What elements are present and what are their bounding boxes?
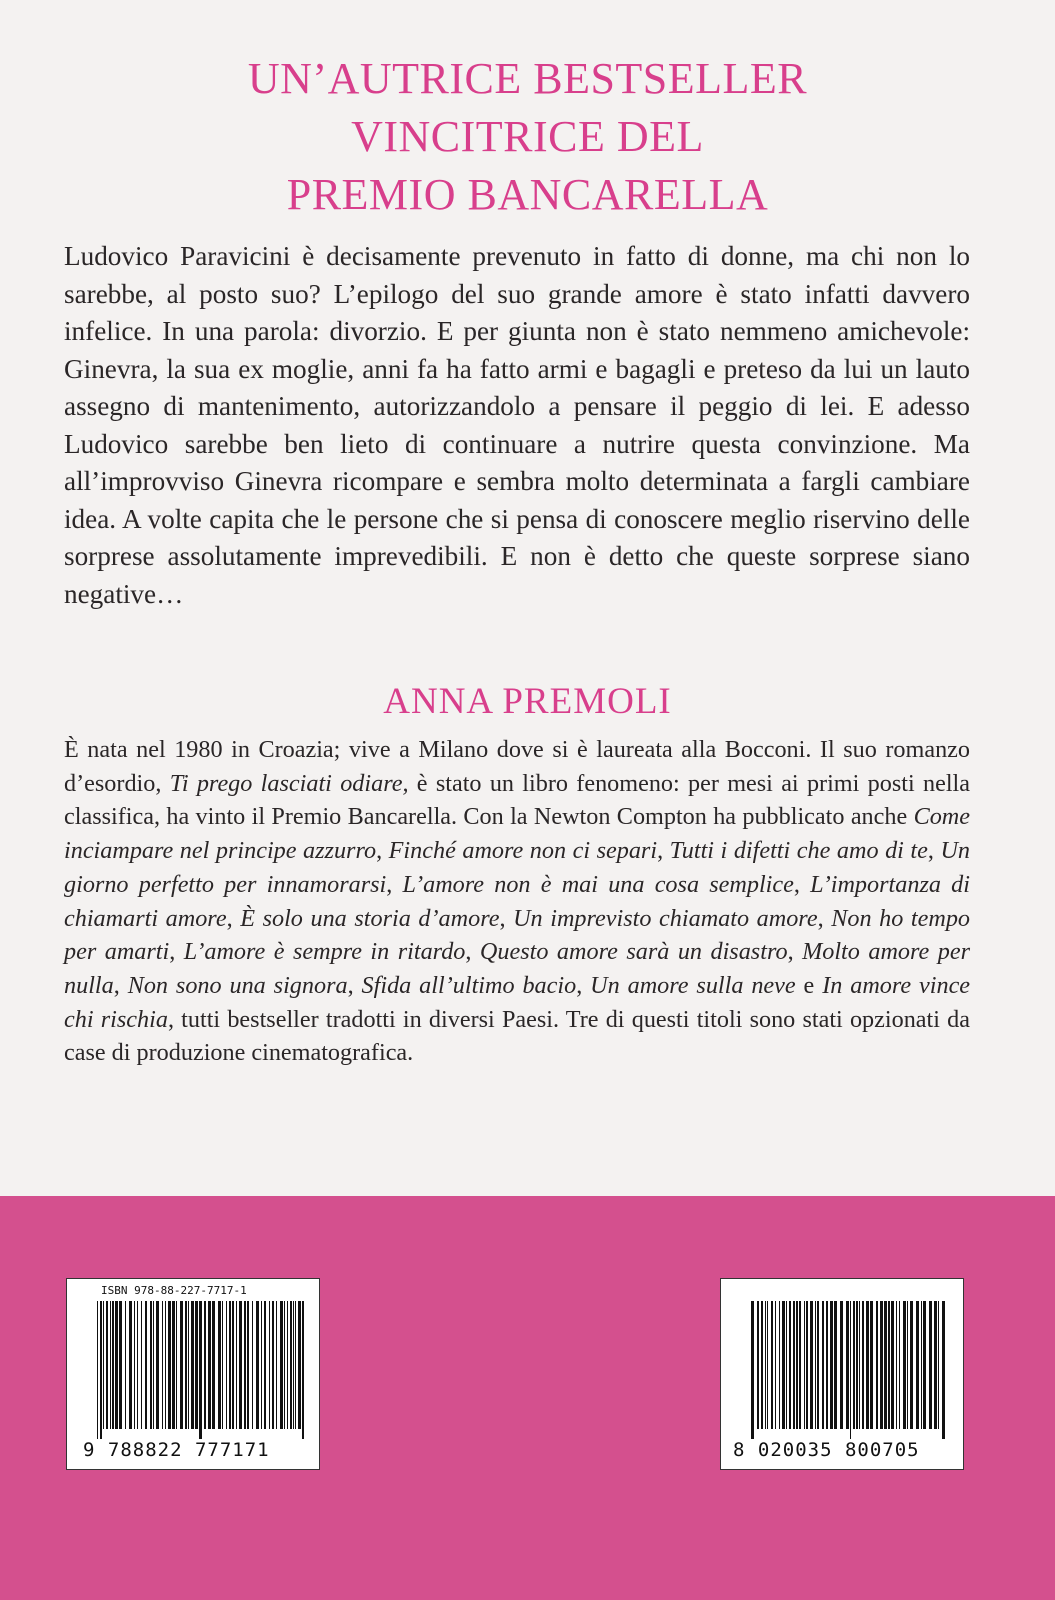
barcode-bar xyxy=(141,1301,142,1429)
barcode-bar xyxy=(112,1301,114,1429)
barcode-bar xyxy=(866,1301,869,1429)
barcode-bar xyxy=(942,1301,945,1439)
barcode-bar xyxy=(817,1301,819,1429)
headline-line-1: UN’AUTRICE BESTSELLER xyxy=(247,54,808,103)
barcode-bar xyxy=(287,1301,288,1429)
barcode-bar xyxy=(786,1301,787,1429)
barcode-bar xyxy=(876,1301,878,1429)
barcode-bar xyxy=(896,1301,897,1429)
barcode-bar xyxy=(256,1301,259,1429)
barcode-bar xyxy=(767,1301,768,1429)
book-title: È solo una storia d’amore xyxy=(240,904,500,932)
barcode-bar xyxy=(880,1301,883,1429)
barcode-bar xyxy=(204,1301,206,1429)
barcode-bar xyxy=(870,1301,873,1429)
barcode-bar xyxy=(236,1301,237,1429)
book-title: Questo amore sarà un disastro xyxy=(479,938,788,966)
barcode-bar xyxy=(921,1301,922,1429)
book-title: Tutti i difetti che amo di te xyxy=(669,837,928,865)
book-title: In amore vince chi rischia xyxy=(64,971,971,1033)
book-title: Finché amore non ci separi xyxy=(388,837,658,865)
barcode-bar xyxy=(218,1301,221,1429)
barcode-bar xyxy=(834,1301,837,1429)
barcode-bar xyxy=(293,1301,294,1429)
ean-digits: 8 020035 800705 xyxy=(733,1439,920,1461)
barcode-bar xyxy=(222,1301,223,1429)
ean-barcode-bars xyxy=(751,1301,947,1439)
debut-title: Ti prego lasciati odiare, xyxy=(169,769,409,797)
barcode-bar xyxy=(929,1301,932,1429)
bio-intro: È nata nel 1980 in Croazia; vive a Milano dove si è laureata alla Bocconi. Il suo romanzo d’esordio, xyxy=(64,736,970,797)
book-title: L’importanza di chiamarti amore xyxy=(64,870,970,932)
barcode-bar xyxy=(810,1301,813,1429)
barcode-bar xyxy=(188,1301,189,1429)
book-title: Come inciampare nel principe azzurro xyxy=(64,803,970,865)
book-title: Non sono una signora xyxy=(127,971,348,999)
barcode-bar xyxy=(284,1301,285,1429)
barcode-bar xyxy=(115,1301,118,1429)
barcode-bar xyxy=(938,1301,939,1429)
barcode-bar xyxy=(165,1301,166,1429)
barcode-bar xyxy=(761,1301,763,1429)
barcode-bar xyxy=(125,1301,126,1429)
isbn-label: ISBN 978-88-227-7717-1 xyxy=(101,1284,247,1297)
barcode-bar xyxy=(185,1301,187,1429)
barcode-bar xyxy=(859,1301,860,1429)
barcode-bar xyxy=(239,1301,242,1429)
barcode-bar xyxy=(298,1301,301,1429)
barcode-bar xyxy=(191,1301,194,1429)
barcode-bar xyxy=(145,1301,147,1429)
barcode-bar xyxy=(830,1301,833,1429)
barcode-bar xyxy=(850,1301,851,1439)
author-bio xyxy=(64,733,970,1070)
book-title: Non ho tempo per amarti xyxy=(64,904,971,966)
book-title: Un amore sulla neve xyxy=(590,971,796,999)
barcode-bar xyxy=(290,1301,292,1429)
barcode-bar xyxy=(229,1301,231,1429)
barcode-bar xyxy=(264,1301,266,1429)
barcode-bar xyxy=(110,1301,111,1429)
isbn-barcode xyxy=(66,1278,320,1470)
book-title: Sfida all’ultimo bacio xyxy=(361,971,577,999)
barcode-bar xyxy=(226,1301,227,1429)
barcode-bar xyxy=(195,1301,198,1429)
barcode-bar xyxy=(156,1301,159,1429)
book-title: L’amore è sempre in ritardo xyxy=(183,938,466,966)
book-title: L’amore non è mai una cosa semplice xyxy=(402,870,794,898)
barcode-bar xyxy=(793,1301,795,1429)
isbn-barcode-bars xyxy=(97,1301,305,1439)
barcode-bar xyxy=(97,1301,98,1439)
barcode-bar xyxy=(106,1301,108,1429)
barcode-bar xyxy=(891,1301,894,1429)
book-titles-list: Come inciampare nel principe azzurro, Finché amore non ci separi, Tutti i difetti che amo di te, Un giorno perfetto per innamorarsi, L’amore non è mai una cosa semplice, L’importanza di chiamarti amore, È solo una storia d’amore, Un imprevisto chiamato amore, Non ho tempo per amarti, L’amore è sempre in ritardo, Questo amore sarà un disastro, Molto amore per nulla, Non sono una signora, Sfida all’ultimo bacio, Un amore sulla neve e In amore vince chi rischia, xyxy=(64,803,971,1033)
barcode-bar xyxy=(272,1301,274,1429)
barcode-bar xyxy=(100,1301,102,1439)
barcode-bar xyxy=(765,1301,766,1429)
headline xyxy=(0,50,1055,224)
barcode-bar xyxy=(826,1301,828,1429)
barcode-bar xyxy=(853,1301,855,1429)
barcode-bar xyxy=(799,1301,801,1429)
barcode-bar xyxy=(771,1301,773,1429)
ean-barcode xyxy=(720,1278,964,1470)
book-title: Un imprevisto chiamato amore xyxy=(513,904,818,932)
barcode-bar xyxy=(134,1301,135,1429)
barcode-bar xyxy=(846,1301,849,1429)
barcode-bar xyxy=(775,1301,776,1429)
barcode-bar xyxy=(295,1301,296,1429)
barcode-bar xyxy=(280,1301,283,1429)
barcode-bar xyxy=(856,1301,858,1429)
barcode-bar xyxy=(153,1301,154,1429)
barcode-bar xyxy=(244,1301,246,1429)
headline-line-2: VINCITRICE DEL xyxy=(351,112,704,161)
barcode-bar xyxy=(779,1301,780,1429)
barcode-bar xyxy=(789,1301,791,1429)
barcode-bar xyxy=(137,1301,138,1429)
barcode-bar xyxy=(751,1301,754,1439)
barcode-bar xyxy=(180,1301,183,1429)
barcode-bar xyxy=(907,1301,908,1429)
barcode-bar xyxy=(888,1301,890,1429)
barcode-bar xyxy=(269,1301,270,1429)
barcode-bar xyxy=(815,1301,816,1429)
barcode-bar xyxy=(276,1301,277,1429)
author-name: ANNA PREMOLI xyxy=(383,681,672,722)
barcode-bar xyxy=(910,1301,913,1429)
barcode-bar xyxy=(103,1301,104,1429)
isbn-digits: 9 788822 777171 xyxy=(83,1439,270,1461)
barcode-bar xyxy=(119,1301,122,1429)
book-title: Molto amore per nulla xyxy=(64,938,970,999)
barcode-bar xyxy=(252,1301,253,1429)
barcode-bar xyxy=(804,1301,805,1429)
barcode-bar xyxy=(934,1301,937,1429)
barcode-bar xyxy=(806,1301,808,1429)
barcode-bar xyxy=(150,1301,152,1429)
barcode-bar xyxy=(840,1301,843,1429)
barcode-bar xyxy=(822,1301,824,1429)
barcode-bar xyxy=(232,1301,234,1429)
barcode-bar xyxy=(923,1301,926,1429)
headline-line-3: PREMIO BANCARELLA xyxy=(286,170,769,219)
barcode-bar xyxy=(916,1301,919,1429)
barcode-bar xyxy=(757,1301,759,1429)
barcode-bar xyxy=(199,1301,202,1439)
barcode-bar xyxy=(129,1301,132,1429)
bio-mid: è stato un libro fenomeno: per mesi ai primi posti nella classifica, ha vinto il Premio Bancarella. Con la Newton Compton ha pubblicato anche xyxy=(64,769,970,831)
synopsis-paragraph: Ludovico Paravicini è decisamente prevenuto in fatto di donne, ma chi non lo sarebbe, al posto suo? L’epilogo del suo grande amore è stato infatti davvero infelice. In una parola: divorzio. E per giunta non è stato nemmeno amichevole: Ginevra, la sua ex moglie, anni fa ha fatto armi e bagagli e preteso da lui un lauto assegno di mantenimento, autorizzandolo a pensare il peggio di lei. E adesso Ludovico sarebbe ben lieto di continuare a nutrire questa convinzione. Ma all’improvviso Ginevra ricompare e sembra molto determinata a fargli cambiare idea. A volte capita che le persone che si pensa di conoscere meglio riservino delle sorprese assolutamente imprevedibili. E non è detto che queste sorprese siano negative… xyxy=(64,241,970,609)
barcode-bar xyxy=(208,1301,211,1429)
barcode-bar xyxy=(172,1301,175,1429)
barcode-bar xyxy=(162,1301,163,1429)
barcode-bar xyxy=(261,1301,262,1429)
barcode-bar xyxy=(302,1301,304,1439)
barcode-bar xyxy=(212,1301,215,1429)
barcode-bar xyxy=(862,1301,864,1429)
barcode-bar xyxy=(247,1301,249,1429)
barcode-bar xyxy=(782,1301,785,1429)
barcode-bar xyxy=(168,1301,171,1429)
barcode-bar xyxy=(176,1301,177,1429)
book-title: Un giorno perfetto per innamorarsi xyxy=(64,837,971,898)
barcode-bar xyxy=(903,1301,906,1429)
barcode-bar xyxy=(899,1301,900,1429)
bio-end: tutti bestseller tradotti in diversi Paesi. Tre di questi titoli sono stati opzionati da case di produzione cinematografica. xyxy=(64,1005,970,1067)
barcode-bar xyxy=(884,1301,887,1429)
barcode-bar xyxy=(796,1301,798,1429)
